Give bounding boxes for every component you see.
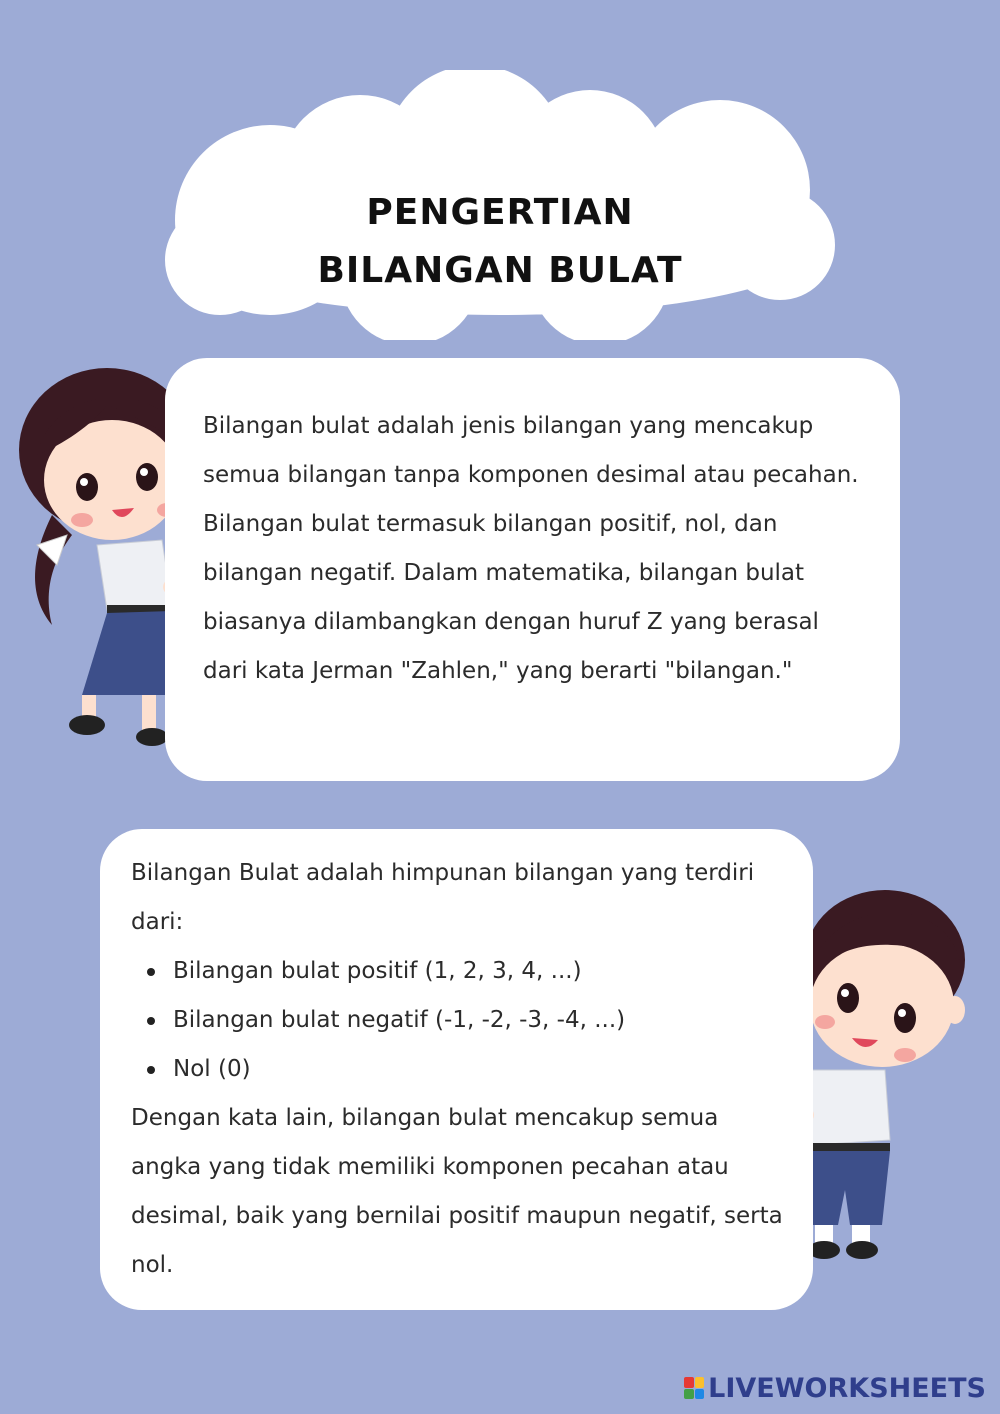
liveworksheets-brand[interactable] bbox=[684, 1372, 986, 1404]
bullet-icon bbox=[147, 1017, 155, 1025]
integer-types-list bbox=[131, 947, 783, 1094]
boy-illustration bbox=[790, 890, 970, 1280]
title-line-1: PENGERTIAN bbox=[366, 192, 634, 234]
bullet-icon bbox=[147, 1066, 155, 1074]
definition-text: Bilangan bulat adalah jenis bilangan yang mencakup semua bilangan tanpa komponen desimal atau pecahan. Bilangan bulat termasuk bilangan positif, nol, dan bilangan negatif. Dalam matematika, bilangan bulat biasanya dilambangkan dengan huruf Z yang berasal dari kata Jerman "Zahlen," yang berarti "bilangan." bbox=[203, 413, 859, 684]
set-intro: Bilangan Bulat adalah himpunan bilangan yang terdiri dari: bbox=[131, 860, 755, 935]
title-line-2: BILANGAN BULAT bbox=[317, 250, 683, 292]
list-item-text: Nol (0) bbox=[173, 1056, 251, 1082]
list-item-text: Bilangan bulat negatif (-1, -2, -3, -4, ...) bbox=[173, 1007, 626, 1033]
set-conclusion: Dengan kata lain, bilangan bulat mencakup semua angka yang tidak memiliki komponen pecahan atau desimal, baik yang bernilai positif maupun negatif, serta nol. bbox=[131, 1105, 783, 1278]
page-title bbox=[230, 184, 770, 300]
liveworksheets-logo-icon bbox=[684, 1377, 704, 1399]
set-card bbox=[100, 829, 813, 1310]
definition-card bbox=[165, 358, 900, 781]
list-item bbox=[131, 947, 783, 996]
bullet-icon bbox=[147, 968, 155, 976]
list-item bbox=[131, 996, 783, 1045]
brand-name: LIVEWORKSHEETS bbox=[708, 1372, 986, 1404]
list-item bbox=[131, 1045, 783, 1094]
list-item-text: Bilangan bulat positif (1, 2, 3, 4, ...) bbox=[173, 958, 582, 984]
